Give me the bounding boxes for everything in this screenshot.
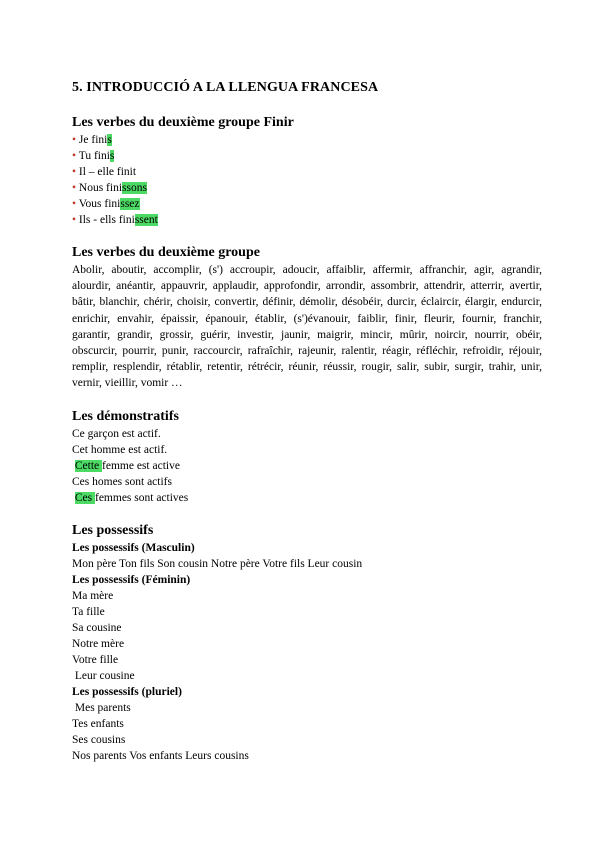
document-title: 5. INTRODUCCIÓ A LA LLENGUA FRANCESA (72, 80, 379, 95)
bullet-icon: • (72, 166, 77, 178)
list-item: Notre mère (72, 637, 125, 650)
list-item: Mes parents (72, 701, 131, 714)
list-item: Ta fille (72, 605, 105, 618)
list-item: • Nous finissons (72, 182, 147, 194)
highlighted-word: Ces (74, 491, 95, 504)
bullet-icon: • (72, 150, 77, 162)
demonstratifs-list (72, 426, 542, 506)
list-item: Votre fille (72, 653, 119, 666)
subheading-feminin: Les possessifs (Féminin) (72, 573, 191, 586)
list-item: Sa cousine (72, 621, 122, 634)
bullet-icon: • (72, 198, 77, 210)
bullet-icon: • (72, 182, 77, 194)
highlighted-ending: ssent (134, 214, 158, 226)
list-item: Ces homes sont actifs (72, 475, 172, 488)
verbs-paragraph: Abolir, aboutir, accomplir, (s') accroupir, adoucir, affaiblir, affermir, affranchir, agir, agrandir, alourdir, anéantir, appauvrir, applaudir, approfondir, arrondir, assombrir, attendrir, atterrir, avertir, bâtir, blanchir, chérir, choisir, convertir, définir, démolir, désobéir, durcir, éclaircir, élargir, endurcir, enrichir, envahir, épaissir, épanouir, établir, (s')évanouir, faiblir, finir, fleurir, fournir, franchir, garantir, grandir, grossir, guérir, investir, jaunir, maigrir, mincir, mûrir, noircir, nourrir, obéir, obscurcir, pourrir, punir, raccourcir, rafraîchir, rajeunir, ralentir, réagir, réfléchir, refroidir, réjouir, remplir, resplendir, rétablir, retentir, rétrécir, réunir, réussir, rougir, salir, subir, surgir, trahir, unir, vernir, vieillir, vomir … (72, 264, 542, 390)
highlighted-word: Cette (74, 459, 103, 472)
list-item: Ce garçon est actif. (72, 427, 161, 440)
list-item: Nos parents Vos enfants Leurs cousins (72, 749, 249, 762)
list-item: Ma mère (72, 589, 114, 602)
subheading-pluriel: Les possessifs (pluriel) (72, 685, 182, 698)
bullet-icon: • (72, 214, 77, 226)
section-heading-verbs: Les verbes du deuxième groupe (72, 245, 260, 260)
bullet-icon: • (72, 134, 77, 146)
highlighted-ending: s (109, 150, 115, 162)
list-item: • Il – elle finit (72, 166, 137, 178)
list-item: Leur cousine (72, 669, 135, 682)
highlighted-ending: s (107, 134, 112, 146)
list-item: Tes enfants (72, 717, 124, 730)
highlighted-ending: ssez (120, 198, 140, 210)
section-heading-demonstratifs: Les démonstratifs (72, 408, 179, 424)
list-item: Ces femmes sont actives (74, 491, 189, 504)
highlighted-ending: ssons (122, 182, 147, 194)
list-item: • Je finis (72, 134, 112, 146)
section-heading-finir: Les verbes du deuxième groupe Finir (72, 115, 294, 130)
section-heading-possessifs: Les possessifs (72, 522, 154, 538)
list-item: Cette femme est active (74, 459, 180, 472)
list-item: Ses cousins (72, 733, 126, 746)
masculin-line: Mon père Ton fils Son cousin Notre père Votre fils Leur cousin (72, 557, 363, 570)
finir-conjugation-list (72, 132, 542, 228)
list-item: • Vous finissez (72, 198, 140, 210)
document-page (72, 80, 542, 764)
subheading-masculin: Les possessifs (Masculin) (72, 541, 195, 554)
list-item: • Ils - ells finissent (72, 214, 158, 226)
list-item: Cet homme est actif. (72, 443, 168, 456)
list-item: • Tu finis (72, 150, 115, 162)
